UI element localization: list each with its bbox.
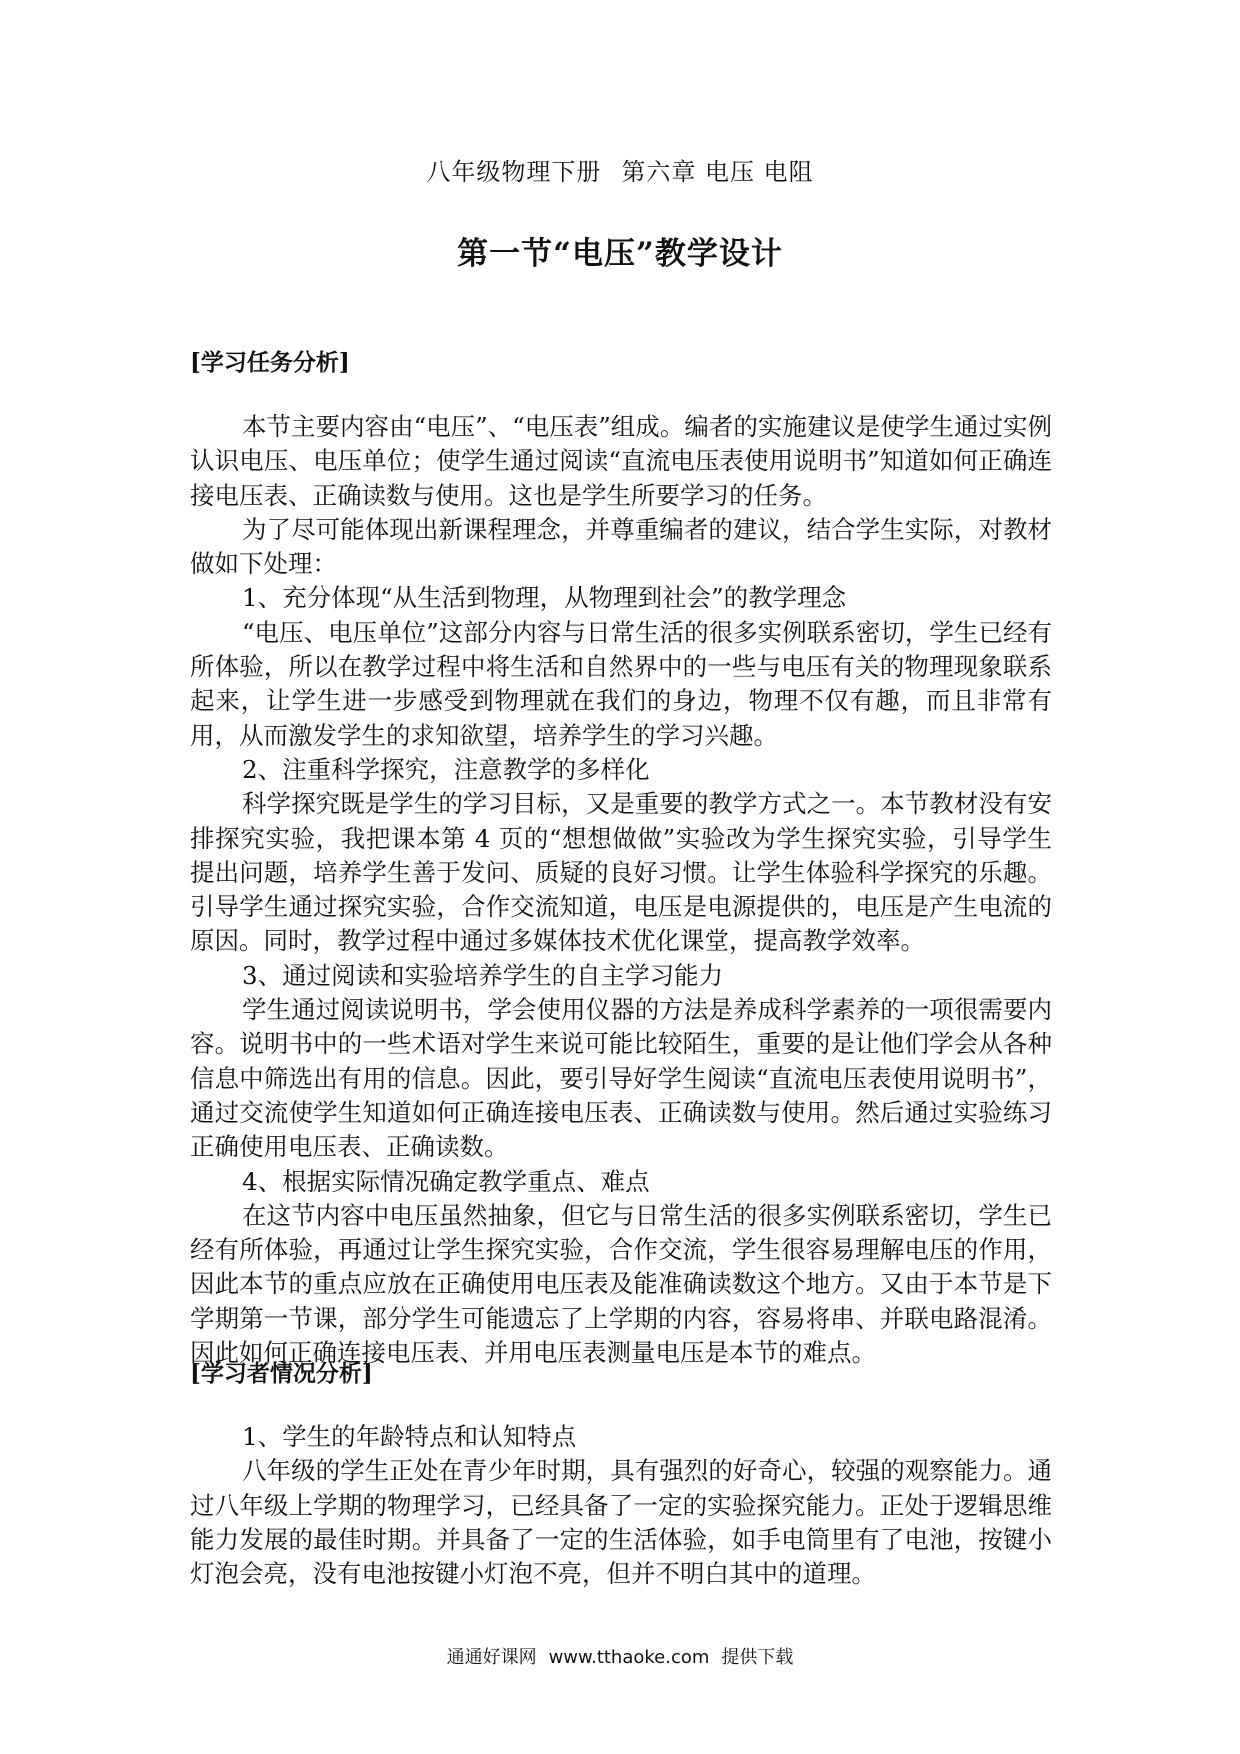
- paragraph: 在这节内容中电压虽然抽象，但它与日常生活的很多实例联系密切，学生已经有所体验，再通过让学生探究实验，合作交流，学生很容易理解电压的作用，因此本节的重点应放在正确使用电压表及能准确读数这个地方。又由于本节是下学期第一节课，部分学生可能遗忘了上学期的内容，容易将串、并联电路混淆。因此如何正确连接电压表、并用电压表测量电压是本节的难点。: [190, 1200, 1052, 1368]
- list-item-heading: 1、学生的年龄特点和认知特点: [242, 1422, 577, 1451]
- paragraph: 科学探究既是学生的学习目标，又是重要的教学方式之一。本节教材没有安排探究实验，我把课本第 4 页的“想想做做”实验改为学生探究实验，引导学生提出问题，培养学生善于发问、质疑的良好习惯。让学生体验科学探究的乐趣。引导学生通过探究实验，合作交流知道，电压是电源提供的，电压是产生电流的原因。同时，教学过程中通过多媒体技术优化课堂，提高教学效率。: [190, 789, 1052, 956]
- paragraph: 本节主要内容由“电压”、“电压表”组成。编者的实施建议是使学生通过实例认识电压、电压单位；使学生通过阅读“直流电压表使用说明书”知道如何正确连接电压表、正确读数与使用。这也是学生所要学习的任务。: [190, 412, 1052, 510]
- list-item-heading: 2、注重科学探究，注意教学的多样化: [242, 754, 650, 784]
- paragraph: 为了尽可能体现出新课程理念，并尊重编者的建议，结合学生实际，对教材做如下处理：: [190, 514, 1052, 579]
- footer-url[interactable]: www.tthaoke.com: [548, 1647, 710, 1668]
- section-body-learner-analysis: [190, 1420, 1052, 1591]
- paragraph: “电压、电压单位”这部分内容与日常生活的很多实例联系密切，学生已经有所体验，所以在教学过程中将生活和自然界中的一些与电压有关的物理现象联系起来，让学生进一步感受到物理就在我们的身边，物理不仅有趣，而且非常有用，从而激发学生的求知欲望，培养学生的学习兴趣。: [190, 617, 1052, 750]
- page-footer: [0, 1643, 1240, 1669]
- page-header: [0, 152, 1240, 187]
- section-heading-learner-analysis: [学习者情况分析]: [190, 1360, 373, 1387]
- header-chapter: 第六章 电压 电阻: [621, 158, 814, 186]
- footer-note: 提供下载: [721, 1647, 794, 1668]
- document-title: 第一节“电压”教学设计: [457, 236, 783, 272]
- header-book: 八年级物理下册: [426, 158, 602, 186]
- section-body-task-analysis: [190, 410, 1052, 1370]
- paragraph: 学生通过阅读说明书，学会使用仪器的方法是养成科学素养的一项很需要内容。说明书中的一些术语对学生来说可能比较陌生，重要的是让他们学会从各种信息中筛选出有用的信息。因此，要引导好学生阅读“直流电压表使用说明书”，通过交流使学生知道如何正确连接电压表、正确读数与使用。然后通过实验练习正确使用电压表、正确读数。: [190, 995, 1052, 1162]
- list-item-heading: 1、充分体现“从生活到物理，从物理到社会”的教学理念: [242, 583, 847, 613]
- list-item-heading: 4、根据实际情况确定教学重点、难点: [242, 1166, 650, 1196]
- list-item-heading: 3、通过阅读和实验培养学生的自主学习能力: [242, 960, 724, 990]
- footer-site-name: 通通好课网: [446, 1647, 537, 1668]
- section-heading-task-analysis: [学习任务分析]: [190, 349, 350, 376]
- paragraph: 八年级的学生正处在青少年时期，具有强烈的好奇心，较强的观察能力。通过八年级上学期的物理学习，已经具备了一定的实验探究能力。正处于逻辑思维能力发展的最佳时期。并具备了一定的生活体验，如手电筒里有了电池，按键小灯泡会亮，没有电池按键小灯泡不亮，但并不明白其中的道理。: [190, 1456, 1052, 1589]
